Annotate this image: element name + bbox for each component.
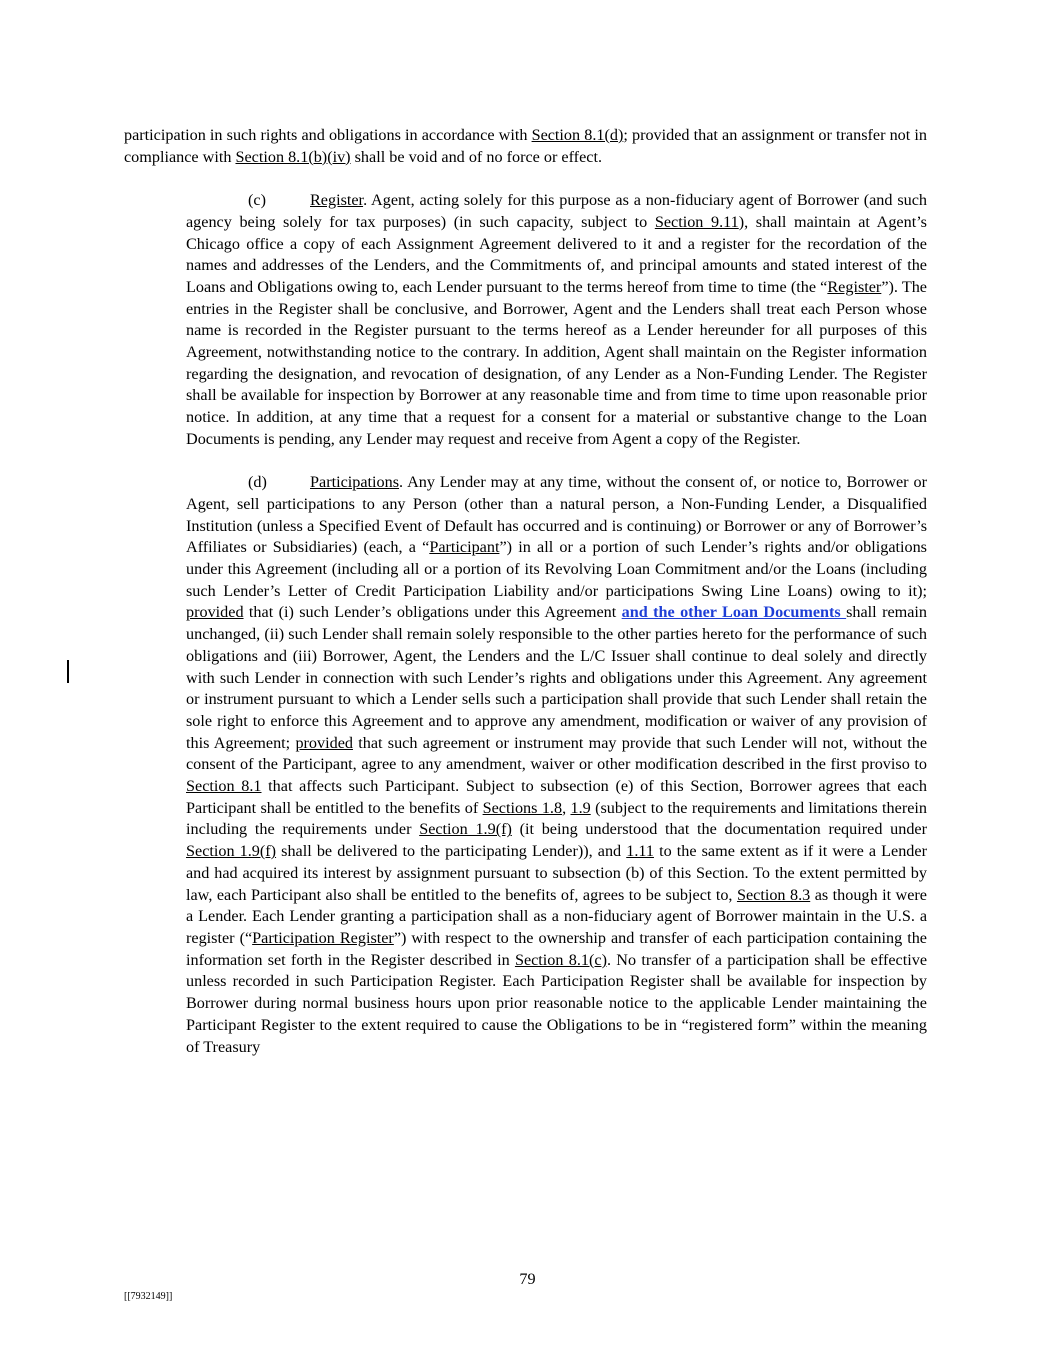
subsection-heading: Register <box>310 191 364 210</box>
section-reference: 1.9 <box>570 798 591 817</box>
text: (it being understood that the documentation required under <box>511 820 927 839</box>
subsection-label: (c) <box>248 191 266 210</box>
text: shall remain unchanged, (ii) such Lender shall remain solely responsible to the other parties hereto for the performance of such obligations and (iii) Borrower, Agent, the Lenders and the L/C Issuer shall continue to deal solely and directly with such Lender in connection with such Lender’s rights and obligations under this Agreement. Any agreement or instrument pursuant to which a Lender sells such a participation shall provide that such Lender shall retain the sole right to enforce this Agreement and to approve any amendment, modification or waiver of any provision of this Agreement; <box>186 603 928 752</box>
text: participation in such rights and obligations in accordance with <box>124 126 532 144</box>
section-reference: Section 8.1(b)(iv) <box>235 147 351 166</box>
section-c-register <box>186 190 927 450</box>
section-reference: Section 8.1 <box>186 777 262 796</box>
text: that such agreement or instrument may provide that such Lender will not, without the consent of the Participant, agree to any amendment, waiver or other modification described in the first proviso to <box>186 733 928 774</box>
inserted-text-link[interactable]: and the other Loan Documents <box>621 603 847 622</box>
text: that affects such Participant. Subject to subsection (e) of this Section, Borrower agrees that each Participant shall be entitled to the benefits of <box>186 777 927 817</box>
text: to the same extent as if it were a Lender and had acquired its interest by assignment pursuant to subsection (b) of this Section. To the extent permitted by law, each Participant also shall be entitled to the benefits of, agrees to be subject to, <box>186 842 927 904</box>
section-reference: Sections 1.8 <box>482 798 563 817</box>
subsection-heading: Participations <box>310 473 400 492</box>
section-reference: Section 1.9(f) <box>419 820 512 839</box>
defined-term: Register <box>827 277 882 296</box>
text: (subject to the requirements and limitations therein including the requirements under <box>186 798 927 839</box>
text: that (i) such Lender’s obligations under this Agreement <box>243 603 622 622</box>
section-reference: Section 9.11 <box>654 212 739 231</box>
section-reference: Section 1.9(f) <box>186 842 277 861</box>
document-id: [[7932149]] <box>124 1291 173 1302</box>
section-reference: Section 8.1(d) <box>531 126 624 144</box>
text: . Agent, acting solely for this purpose as a non-fiduciary agent of Borrower (and such agency being solely for tax purposes) (in such capacity, subject to <box>186 191 927 231</box>
section-reference: Section 8.1(c) <box>514 950 607 969</box>
text: ”) with respect to the ownership and transfer of each participation containing the information set forth in the Register described in <box>186 928 927 969</box>
page-number: 79 <box>519 1270 536 1288</box>
defined-term: Participant <box>429 538 500 557</box>
text: ), shall maintain at Agent’s Chicago office a copy of each Assignment Agreement delivered to it and a register for the recordation of the names and addresses of the Lenders, and the Commitments of, and principal amounts and stated interest of the Loans and Obligations owing to, each Lender pursuant to the terms hereof from time to time (the “ <box>186 212 927 296</box>
section-reference: Section 8.3 <box>736 885 811 904</box>
section-d-participations <box>186 472 927 1058</box>
proviso-word: provided <box>186 603 244 622</box>
text: , <box>562 798 571 817</box>
text: . Any Lender may at any time, without the consent of, or notice to, Borrower or Agent, sell participations to any Person (other than a natural person, a Non-Funding Lender, a Disqualified Institution (unless a Specified Event of Default has occurred and is continuing) or Borrower or any of Borrower’s Affiliates or Subsidiaries) (each, a “ <box>186 473 927 557</box>
text: shall be delivered to the participating Lender)), and <box>276 842 627 861</box>
subsection-label: (d) <box>248 473 267 492</box>
paragraph-continuation <box>124 125 927 168</box>
section-reference: 1.11 <box>626 842 654 861</box>
text: ”) in all or a portion of such Lender’s rights and/or obligations under this Agreement (including all or a portion of its Revolving Loan Commitment and/or the Loans (including such Lender’s Letter of Credit Participation Liability and/or participations Swing Line Loans) owing to it); <box>186 538 927 600</box>
text: shall be void and of no force or effect. <box>350 147 602 166</box>
text: . No transfer of a participation shall be effective unless recorded in such Participation Register. Each Participation Register shall be available for inspection by Borrower during normal business hours upon prior reasonable notice to the applicable Lender maintaining the Participant Register to the extent required to cause the Obligations to be in “registered form” within the meaning of Treasury <box>186 950 927 1056</box>
proviso-word: provided <box>295 733 353 752</box>
text: ”). The entries in the Register shall be conclusive, and Borrower, Agent and the Lenders shall treat each Person whose name is recorded in the Register pursuant to the terms hereof as a Lender hereunder for all purposes of this Agreement, notwithstanding notice to the contrary. In addition, Agent shall maintain on the Register information regarding the designation, and revocation of designation, of any Lender as a Non-Funding Lender. The Register shall be available for inspection by Borrower at any reasonable time and from time to time upon reasonable prior notice. In addition, at any time that a request for a consent for a material or substantive change to the Loan Documents is pending, any Lender may request and receive from Agent a copy of the Register. <box>186 277 927 448</box>
text: ; provided that an assignment or transfer not in compliance with <box>124 126 927 166</box>
text: as though it were a Lender. Each Lender granting a participation shall as a non-fiduciary agent of Borrower maintain in the U.S. a register (“ <box>186 885 927 947</box>
defined-term: Participation Register <box>252 928 394 947</box>
revision-change-bar <box>67 660 69 683</box>
document-body <box>124 125 927 1080</box>
